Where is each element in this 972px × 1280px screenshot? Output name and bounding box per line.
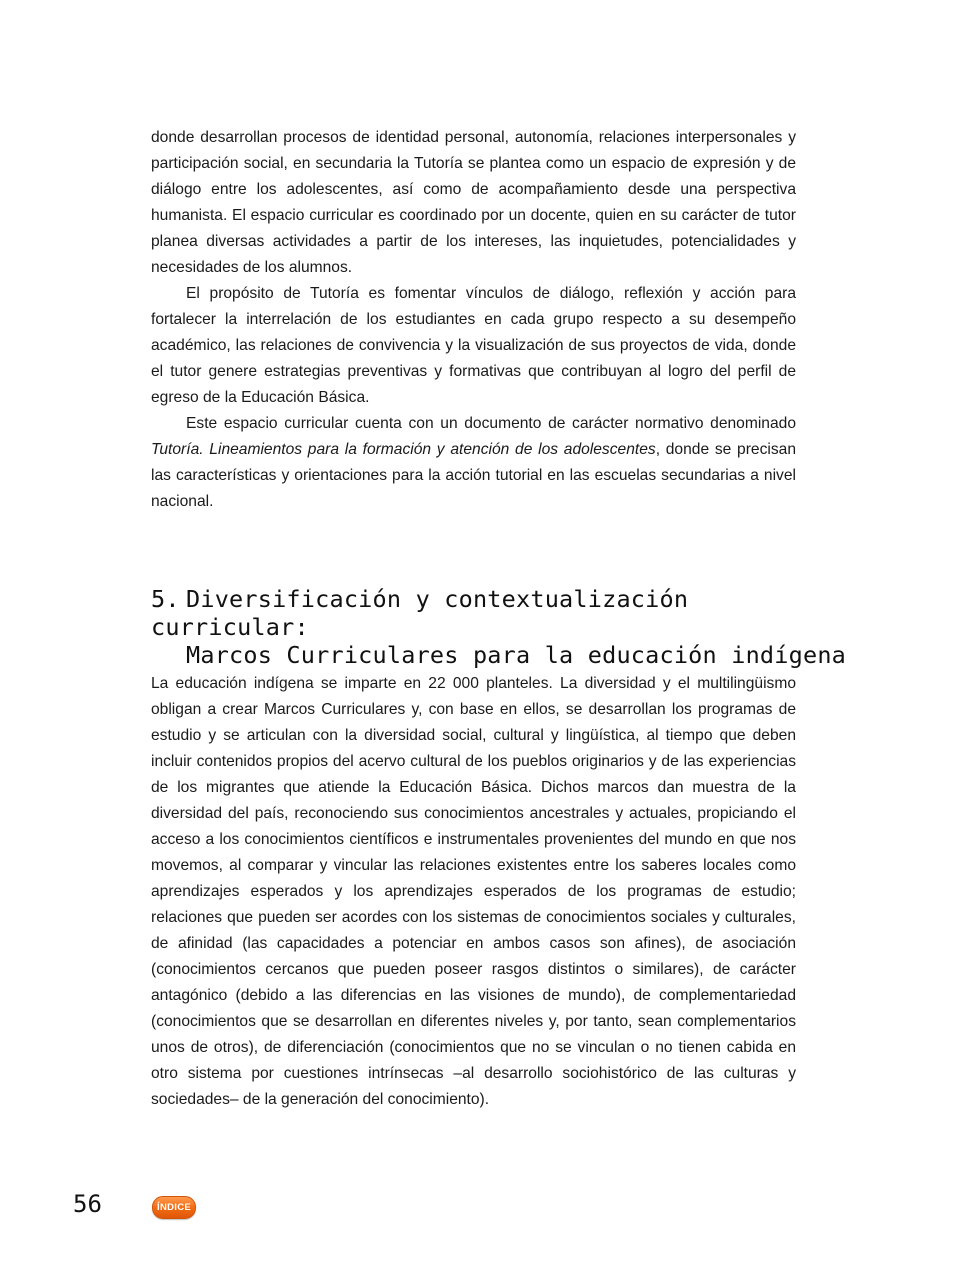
intro-paragraph-2: El propósito de Tutoría es fomentar vínculos de diálogo, reflexión y acción para fortalecer la interrelación de los estudiantes en cada grupo respecto a su desempeño académico, las relaciones de convivencia y la visualización de sus proyectos de vida, donde el tutor genere estrategias preventivas y formativas que contribuyan al logro del perfil de egreso de la Educación Básica. <box>151 285 796 406</box>
intro-paragraph-1: donde desarrollan procesos de identidad personal, autonomía, relaciones interpersonales y participación social, en secundaria la Tutoría se plantea como un espacio de expresión y de diálogo entre los adolescentes, así como de acompañamiento desde una perspectiva humanista. El espacio curricular es coordinado por un docente, quien en su carácter de tutor planea diversas actividades a partir de los intereses, las inquietudes, potencialidades y necesidades de los alumnos. <box>151 129 796 276</box>
section-title-line-2: Marcos Curriculares para la educación indígena <box>186 641 847 669</box>
document-title-italic: Tutoría. Lineamientos para la formación y atención de los adolescentes <box>151 441 656 458</box>
section-body-paragraph: La educación indígena se imparte en 22 000 planteles. La diversidad y el multilingüismo obligan a crear Marcos Curriculares y, con base en ellos, se desarrollan los programas de estudio y se articulan con la diversidad social, cultural y lingüística, al tiempo que deben incluir contenidos propios del acervo cultural de los pueblos originarios y de las experiencias de los migrantes que atiende la Educación Básica. Dichos marcos dan muestra de la diversidad del país, reconociendo sus conocimientos ancestrales y actuales, propiciando el acceso a los conocimientos científicos e instrumentales provenientes del mundo en que nos movemos, al comparar y vincular las relaciones existentes entre los saberes locales como aprendizajes esperados y los aprendizajes esperados de los programas de estudio; relaciones que pueden ser acordes con los sistemas de conocimientos sociales y culturales, de afinidad (las capacidades a potenciar en ambos casos son afines), de asociación (conocimientos cercanos que pueden poseer rasgos distintos o similares), de carácter antagónico (debido a las diferencias en las visiones de mundo), de complementariedad (conocimientos que se desarrollan en diferentes niveles y, por tanto, sean complementarios unos de otros), de diferenciación (conocimientos que no se vinculan o no tienen cabida en otro sistema por cuestiones intrínsecas –al desarrollo sociohistórico de las culturas y sociedades– de la generación del conocimiento). <box>151 675 796 1108</box>
intro-paragraph-3-start: Este espacio curricular cuenta con un documento de carácter normativo denominado <box>186 415 796 432</box>
intro-paragraph-3 <box>151 411 796 515</box>
section-heading-line-1 <box>151 585 851 641</box>
section-heading <box>151 585 851 669</box>
intro-paragraph-3-end: , donde se precisan las características y orientaciones para la acción tutorial en las escuelas secundarias a nivel nacional. <box>151 441 796 510</box>
index-button[interactable]: ÍNDICE <box>152 1196 196 1219</box>
page-number: 56 <box>73 1190 102 1218</box>
section-number: 5. <box>151 585 180 613</box>
section-body-block <box>151 671 796 1113</box>
intro-text-block <box>151 125 796 515</box>
section-title-line-1: Diversificación y contextualización curricular: <box>151 585 689 641</box>
